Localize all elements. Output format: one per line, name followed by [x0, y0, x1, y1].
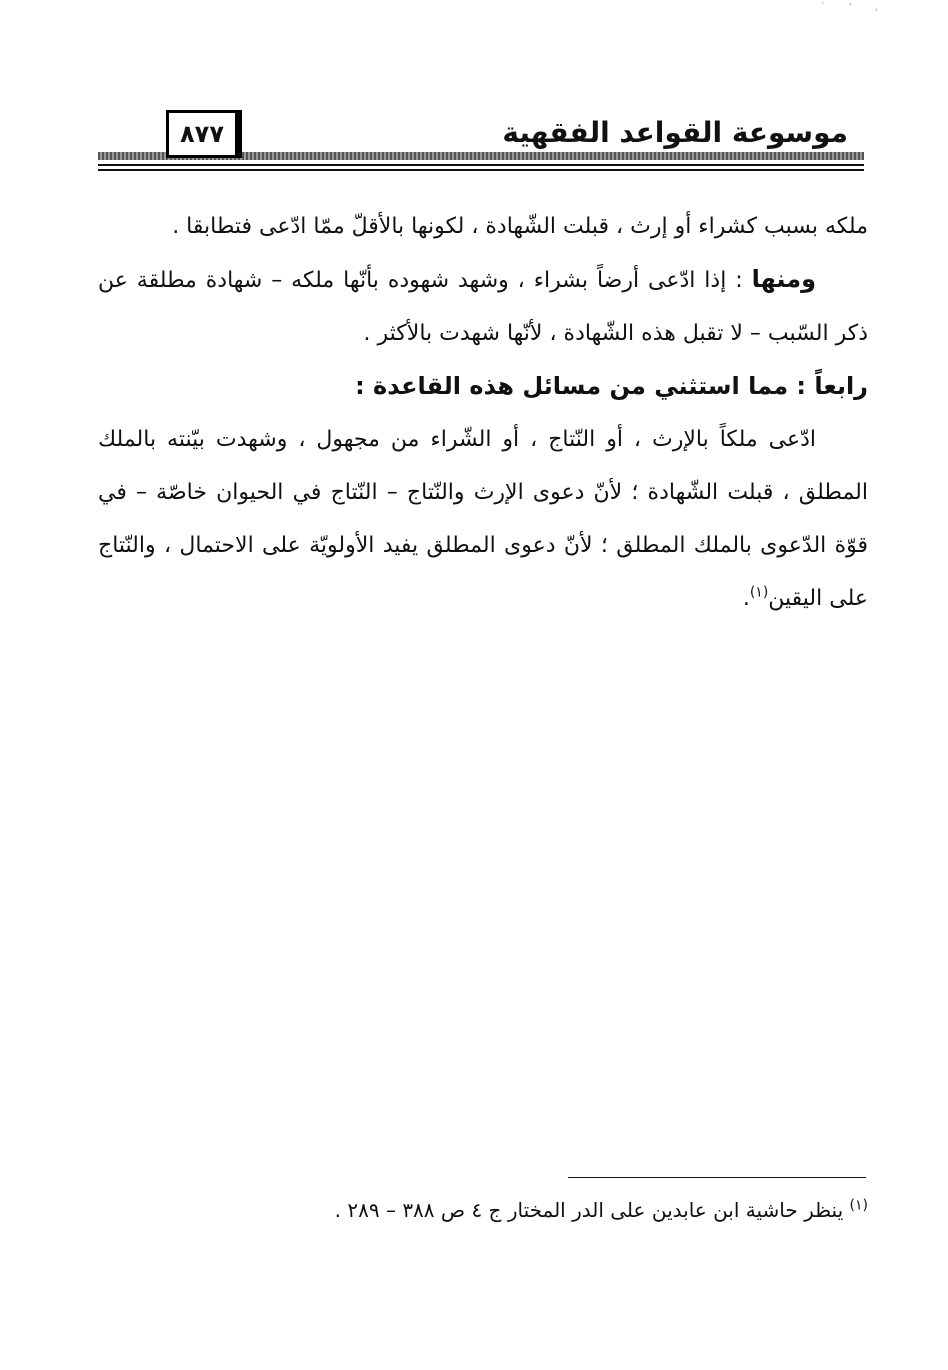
- paragraph-2: [98, 253, 868, 360]
- footnote-marker: (١): [849, 1197, 868, 1214]
- paragraph-3: [98, 413, 868, 625]
- footnote-separator: [568, 1177, 866, 1178]
- section-heading: رابعاً : مما استثني من مسائل هذه القاعدة :: [355, 372, 868, 400]
- paragraph-2-text: : إذا ادّعى أرضاً بشراء ، وشهد شهوده بأنّها ملكه – شهادة مطلقة عن ذكر السّبب – لا تقبل هذه الشّهادة ، لأنّها شهدت بالأكثر .: [98, 268, 868, 346]
- header-rule-line: [98, 169, 864, 171]
- paragraph-1: ملكه بسبب كشراء أو إرث ، قبلت الشّهادة ، لكونها بالأقلّ ممّا ادّعى فتطابقا .: [172, 214, 868, 239]
- paragraph-lead-word: ومنها: [751, 265, 816, 293]
- header-rule-line: [98, 164, 864, 166]
- running-header-title: موسوعة القواعد الفقهية: [502, 116, 848, 149]
- page-number: ٨٧٧: [180, 120, 224, 148]
- scan-marks: ` ' ,: [820, 2, 888, 13]
- paragraph-3-end: .: [742, 586, 750, 611]
- footnote-text: ينظر حاشية ابن عابدين على الدر المختار ج ٤ ص ٣٨٨ – ٢٨٩ .: [334, 1198, 850, 1222]
- body-text: [98, 200, 868, 625]
- footnote: [88, 1192, 868, 1228]
- footnote-reference[interactable]: (١): [749, 584, 769, 601]
- page-number-box: [166, 110, 242, 158]
- paragraph-3-text: ادّعى ملكاً بالإرث ، أو النّتاج ، أو الشّراء من مجهول ، وشهدت بيّنته بالملك المطلق ، قبلت الشّهادة ؛ لأنّ دعوى الإرث والنّتاج – النّتاج في الحيوان خاصّة – في قوّة الدّعوى بالملك المطلق ؛ لأنّ دعوى المطلق يفيد الأولويّة على الاحتمال ، والنّتاج على اليقين: [98, 427, 868, 611]
